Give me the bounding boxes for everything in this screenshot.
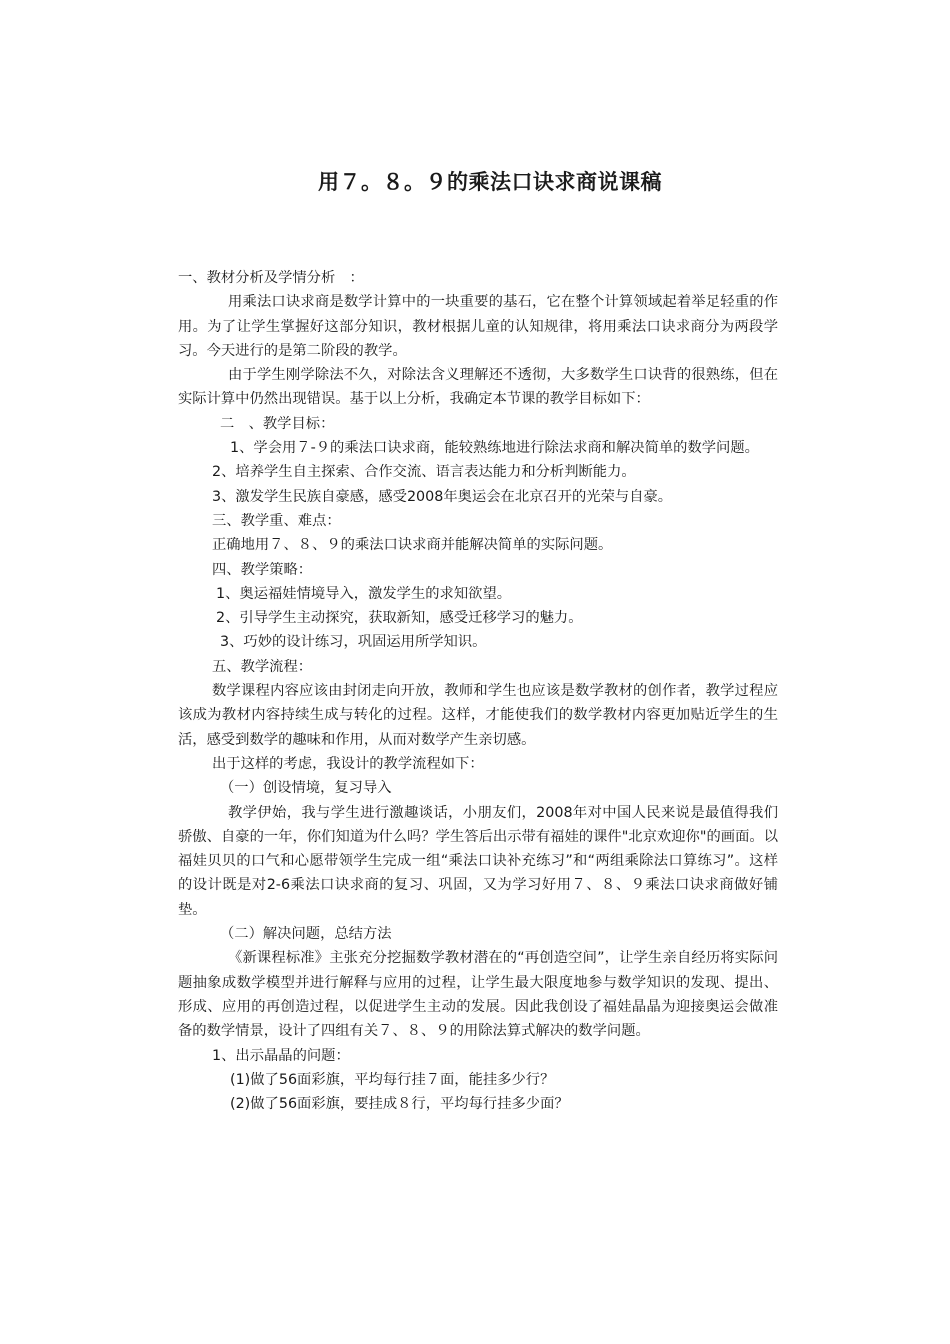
section-heading-5: 五、教学流程：: [212, 658, 313, 675]
list-item: 2、培养学生自主探索、合作交流、语言表达能力和分析判断能力。: [212, 464, 636, 481]
paragraph: 教学伊始，我与学生进行激趣谈话，小朋友们，2008年对中国人民来说是最值得我们骄傲、自豪的一年，你们知道为什么吗？学生答后出示带有福娃的课件"北京欢迎你"的画面。以福娃贝贝的口气和心愿带领学生完成一组“乘法口诀补充练习”和“两组乘除法口算练习”。这样的设计既是对2-6乘法口诀求商的复习、巩固，又为学习好用７、８、９乘法口诀求商做好铺垫。: [178, 804, 778, 918]
list-item: 2、引导学生主动探究，获取新知，感受迁移学习的魅力。: [216, 610, 583, 627]
paragraph: 出于这样的考虑，我设计的教学流程如下：: [212, 755, 484, 772]
list-item: 1、学会用７-９的乘法口诀求商，能较熟练地进行除法求商和解决简单的数学问题。: [230, 440, 759, 457]
paragraph: 用乘法口诀求商是数学计算中的一块重要的基石，它在整个计算领域起着举足轻重的作用。为了让学生掌握好这部分知识，教材根据儿童的认知规律，将用乘法口诀求商分为两段学习。今天进行的是第二阶段的教学。: [178, 294, 778, 359]
paragraph: 正确地用７、８、９的乘法口诀求商并能解决简单的实际问题。: [212, 537, 613, 554]
section-heading-4: 四、教学策略：: [212, 561, 313, 578]
section-heading-3: 三、教学重、难点：: [212, 512, 341, 529]
paragraph: 《新课程标准》主张充分挖掘数学教材潜在的“再创造空间”，让学生亲自经历将实际问题抽象成数学模型并进行解释与应用的过程，让学生最大限度地参与数学知识的发现、提出、形成、应用的再创造过程，以促进学生主动的发展。因此我创设了福娃晶晶为迎接奥运会做准备的数学情景，设计了四组有关７、８、９的用除法算式解决的数学问题。: [178, 950, 778, 1040]
section-heading-2: 二 、教学目标：: [220, 415, 335, 432]
subsection-heading-2: （二）解决问题，总结方法: [220, 926, 392, 943]
list-item: 1、奥运福娃情境导入，激发学生的求知欲望。: [216, 585, 512, 602]
list-item: (1)做了56面彩旗，平均每行挂７面，能挂多少行？: [230, 1071, 555, 1088]
list-item: 3、巧妙的设计练习，巩固运用所学知识。: [220, 634, 487, 651]
document-title: 用７。８。９的乘法口诀求商说课稿: [318, 170, 662, 194]
subsection-heading-1: （一）创设情境，复习导入: [220, 780, 392, 797]
list-item: 1、出示晶晶的问题：: [212, 1047, 350, 1064]
document-body: [178, 266, 778, 1116]
list-item: 3、激发学生民族自豪感，感受2008年奥运会在北京召开的光荣与自豪。: [212, 488, 673, 505]
section-heading-1: 一、教材分析及学情分析 ：: [178, 270, 364, 286]
list-item: (2)做了56面彩旗，要挂成８行，平均每行挂多少面？: [230, 1096, 569, 1113]
paragraph: 由于学生刚学除法不久，对除法含义理解还不透彻，大多数学生口诀背的很熟练，但在实际计算中仍然出现错误。基于以上分析，我确定本节课的教学目标如下：: [178, 367, 778, 408]
paragraph: 数学课程内容应该由封闭走向开放，教师和学生也应该是数学教材的创作者，教学过程应该成为教材内容持续生成与转化的过程。这样，才能使我们的数学教材内容更加贴近学生的生活，感受到数学的趣味和作用，从而对数学产生亲切感。: [178, 683, 778, 748]
